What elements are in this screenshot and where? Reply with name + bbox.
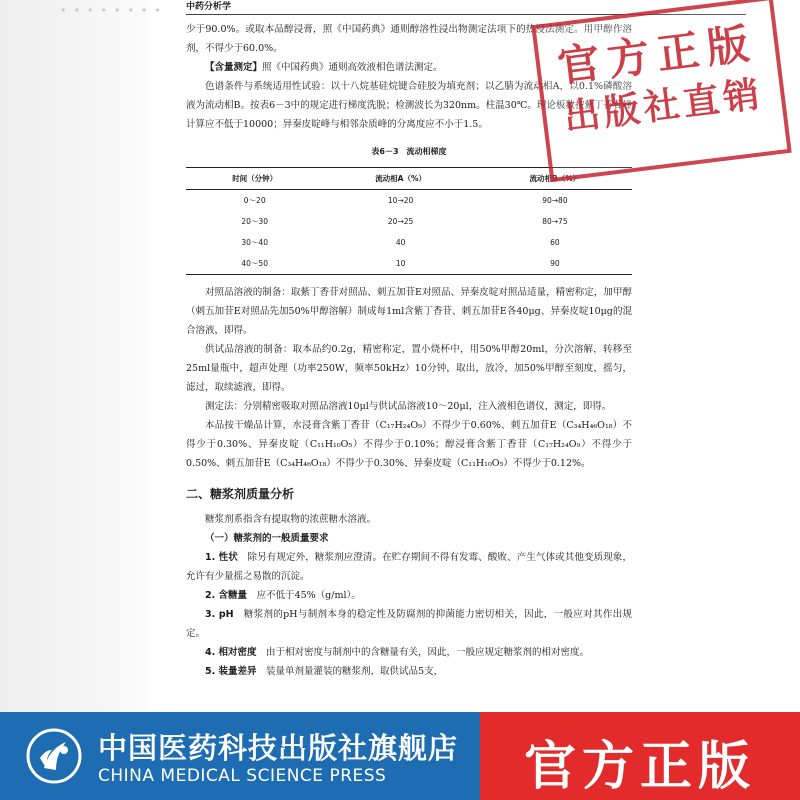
stamp-line-2: 出版社直销 xyxy=(561,73,766,139)
table-header-phase-b: 流动相B（%） xyxy=(478,168,632,190)
requirement-text: 应不低于45%（g/ml）。 xyxy=(256,590,361,601)
publisher-logo-icon xyxy=(26,728,82,784)
paragraph-reference-solution: 对照品溶液的制备：取紫丁香苷对照品、刺五加苷E对照品、异秦皮啶对照品适量，精密称定，加甲醇（刺五加苷E对照品先加50%甲醇溶解）制成每1ml含紫丁香苷、刺五加苷E各40μg、异秦皮啶10μg的混合溶液，即得。 xyxy=(186,287,632,336)
official-stamp xyxy=(531,0,791,182)
table-row xyxy=(186,232,632,253)
requirement-label: 5. 装量差异 xyxy=(205,666,257,677)
table-cell: 40～50 xyxy=(186,253,323,275)
requirement-item xyxy=(186,548,632,586)
table-cell: 10→20 xyxy=(387,196,414,205)
table-cell: 40 xyxy=(395,238,406,247)
table-cell: 20～30 xyxy=(241,217,268,226)
paragraph-test-solution: 供试品溶液的制备：取本品约0.2g，精密称定，置小烧杯中，用50%甲醇20ml，分次溶解，转移至25ml量瓶中，超声处理（功率250W，频率50kHz）10分钟，取出，放冷，加50%甲醇至刻度，摇匀，滤过，取续滤液，即得。 xyxy=(186,344,632,393)
table-cell: 30～40 xyxy=(241,238,268,247)
section-intro: 糖浆剂系指含有提取物的浓蔗糖水溶液。 xyxy=(205,514,377,525)
section-heading: 二、糖浆剂质量分析 xyxy=(186,487,295,501)
table-title: 表6－3 流动相梯度 xyxy=(371,147,447,156)
publisher-name-cn: 中国医药科技出版社旗舰店 xyxy=(98,731,459,765)
table-cell: 20→25 xyxy=(387,217,414,226)
table-cell: 90→80 xyxy=(542,196,568,205)
table-row xyxy=(186,211,632,232)
page-left-margin xyxy=(0,0,150,720)
publisher-panel[interactable] xyxy=(0,712,480,800)
requirement-label: 4. 相对密度 xyxy=(205,647,257,658)
requirement-item xyxy=(186,662,632,681)
sub-heading: （一）糖浆剂的一般质量要求 xyxy=(205,533,329,544)
decorative-dots: •••••••• xyxy=(60,4,168,17)
requirement-label: 2. 含糖量 xyxy=(205,590,248,601)
requirement-text: 由于相对密度与制剂中的含糖量有关，因此，一般应规定糖浆剂的相对密度。 xyxy=(266,647,590,658)
table-row xyxy=(186,190,632,212)
paragraph-chromatography: 色谱条件与系统适用性试验：以十八烷基硅烷键合硅胶为填充剂；以乙腈为流动相A，以0.1%磷酸溶液为流动相B。按表6－3中的规定进行梯度洗脱；检测波长为320nm。柱温30℃。理论板数按紫丁香苷峰计算应不低于10000；异秦皮啶峰与相邻杂质峰的分离度应不小于1.5。 xyxy=(186,81,632,130)
official-genuine-label: 官方正版 xyxy=(523,737,756,797)
paragraph-extract-test: 少于90.0%。或取本品醇浸膏，照《中国药典》通则醇溶性浸出物测定法项下的热浸法测定。用甲醇作溶剂，不得少于60.0%。 xyxy=(186,24,632,54)
requirement-item xyxy=(186,643,632,662)
table-header-time: 时间（分钟） xyxy=(186,168,323,190)
gradient-table xyxy=(186,167,632,275)
requirement-label: 1. 性状 xyxy=(205,552,238,563)
content-determination-text: 照《中国药典》通则高效液相色谱法测定。 xyxy=(262,62,443,73)
stamp-line-1: 官方正版 xyxy=(555,18,760,92)
table-cell: 80→75 xyxy=(542,217,568,226)
official-genuine-panel[interactable] xyxy=(480,712,800,800)
table-row xyxy=(186,253,632,275)
requirement-text: 除另有规定外，糖浆剂应澄清。在贮存期间不得有发霉、酸败、产生气体或其他变质现象，允许有少量摇之易散的沉淀。 xyxy=(186,552,632,582)
paragraph-determination-method: 测定法：分别精密吸取对照品溶液10μl与供试品溶液10～20μl，注入液相色谱仪，测定，即得。 xyxy=(205,401,612,412)
table-cell: 0～20 xyxy=(243,196,266,205)
requirement-text: 装量单剂量灌装的糖浆剂，取供试品5支， xyxy=(266,666,444,677)
running-head: 中药分析学 xyxy=(186,0,746,15)
requirement-item xyxy=(186,586,632,605)
publisher-name-en: CHINA MEDICAL SCIENCE PRESS xyxy=(98,766,387,786)
table-cell: 60 xyxy=(550,238,560,247)
table-cell: 90 xyxy=(478,253,632,275)
table-cell: 10 xyxy=(323,253,477,275)
requirement-item xyxy=(186,605,632,643)
table-header-phase-a: 流动相A（%） xyxy=(323,168,477,190)
requirement-label: 3. pH xyxy=(205,609,234,620)
paragraph-content-limits: 本品按干燥品计算，水浸膏含紫丁香苷（C₁₇H₂₄O₉）不得少于0.60%、刺五加苷E（C₃₄H₄₆O₁₈）不得少于0.30%、异秦皮啶（C₁₁H₁₀O₅）不得少于0.10%；醇浸膏含紫丁香苷（C₁₇H₂₄O₉）不得少于0.50%、刺五加苷E（C₃₄H₄₆O₁₈）不得少于0.30%、异秦皮啶（C₁₁H₁₀O₅）不得少于0.12%。 xyxy=(186,420,632,469)
requirement-text: 糖浆剂的pH与制剂本身的稳定性及防腐剂的抑菌能力密切相关，因此，一般应对其作出规定。 xyxy=(186,609,632,639)
content-determination-label: 【含量测定】 xyxy=(205,62,263,73)
store-banner[interactable] xyxy=(0,712,800,800)
